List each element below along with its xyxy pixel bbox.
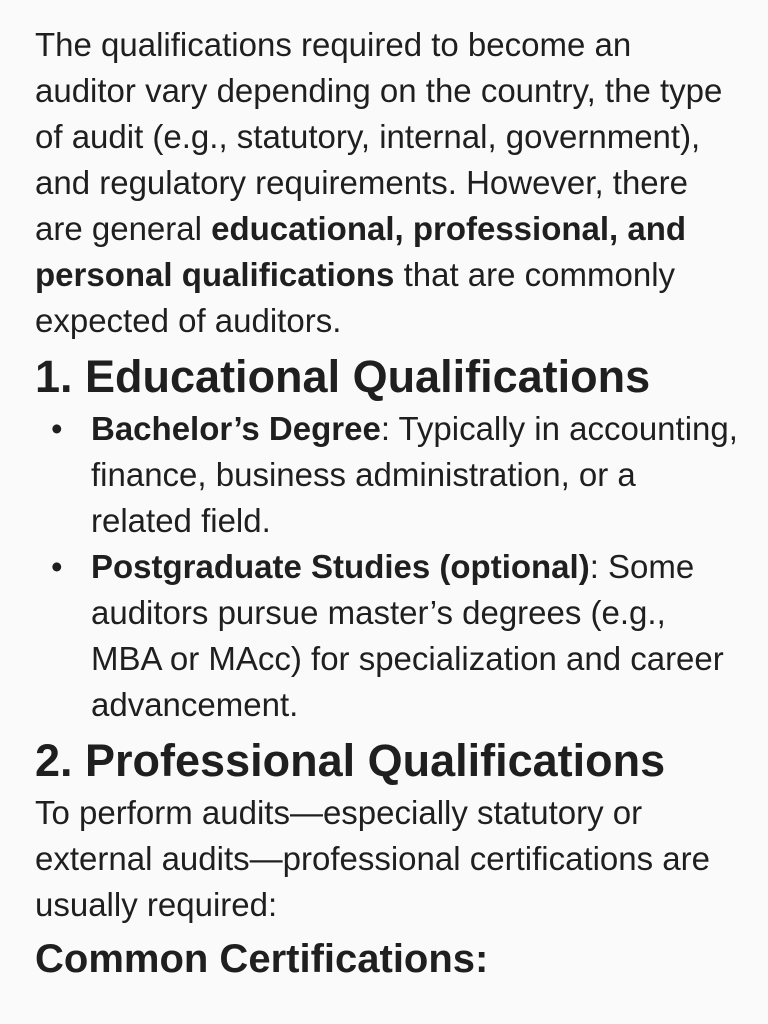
- list-item-desc: : Some auditors pursue master’s degrees (e.g., MBA or MAcc) for specialization and career advancement.: [91, 548, 724, 723]
- subheading-common-certifications: Common Certifications:: [35, 937, 489, 981]
- list-item-term: Bachelor’s Degree: [91, 410, 381, 447]
- intro-bold-text: educational, professional, and personal qualifications: [35, 210, 687, 293]
- professional-paragraph: To perform audits—especially statutory or external audits—professional certifications are usually required:: [35, 794, 711, 923]
- intro-text-after: that are commonly expected of auditors.: [35, 256, 676, 339]
- bullet-icon: •: [51, 548, 63, 585]
- bullet-icon: •: [51, 410, 63, 447]
- list-item-desc: : Typically in accounting, finance, business administration, or a related field.: [91, 410, 738, 539]
- list-item-term: Postgraduate Studies (optional): [91, 548, 590, 585]
- intro-paragraph: [35, 22, 738, 344]
- list-item: [35, 544, 738, 728]
- section-heading-professional: 2. Professional Qualifications: [35, 735, 666, 786]
- intro-text-before: The qualifications required to become an auditor vary depending on the country, the type of audit (e.g., statutory, internal, government), and regulatory requirements. However, there are general: [35, 26, 723, 247]
- list-item: [35, 406, 738, 544]
- section-heading-educational: 1. Educational Qualifications: [35, 351, 651, 402]
- educational-list: [35, 406, 738, 728]
